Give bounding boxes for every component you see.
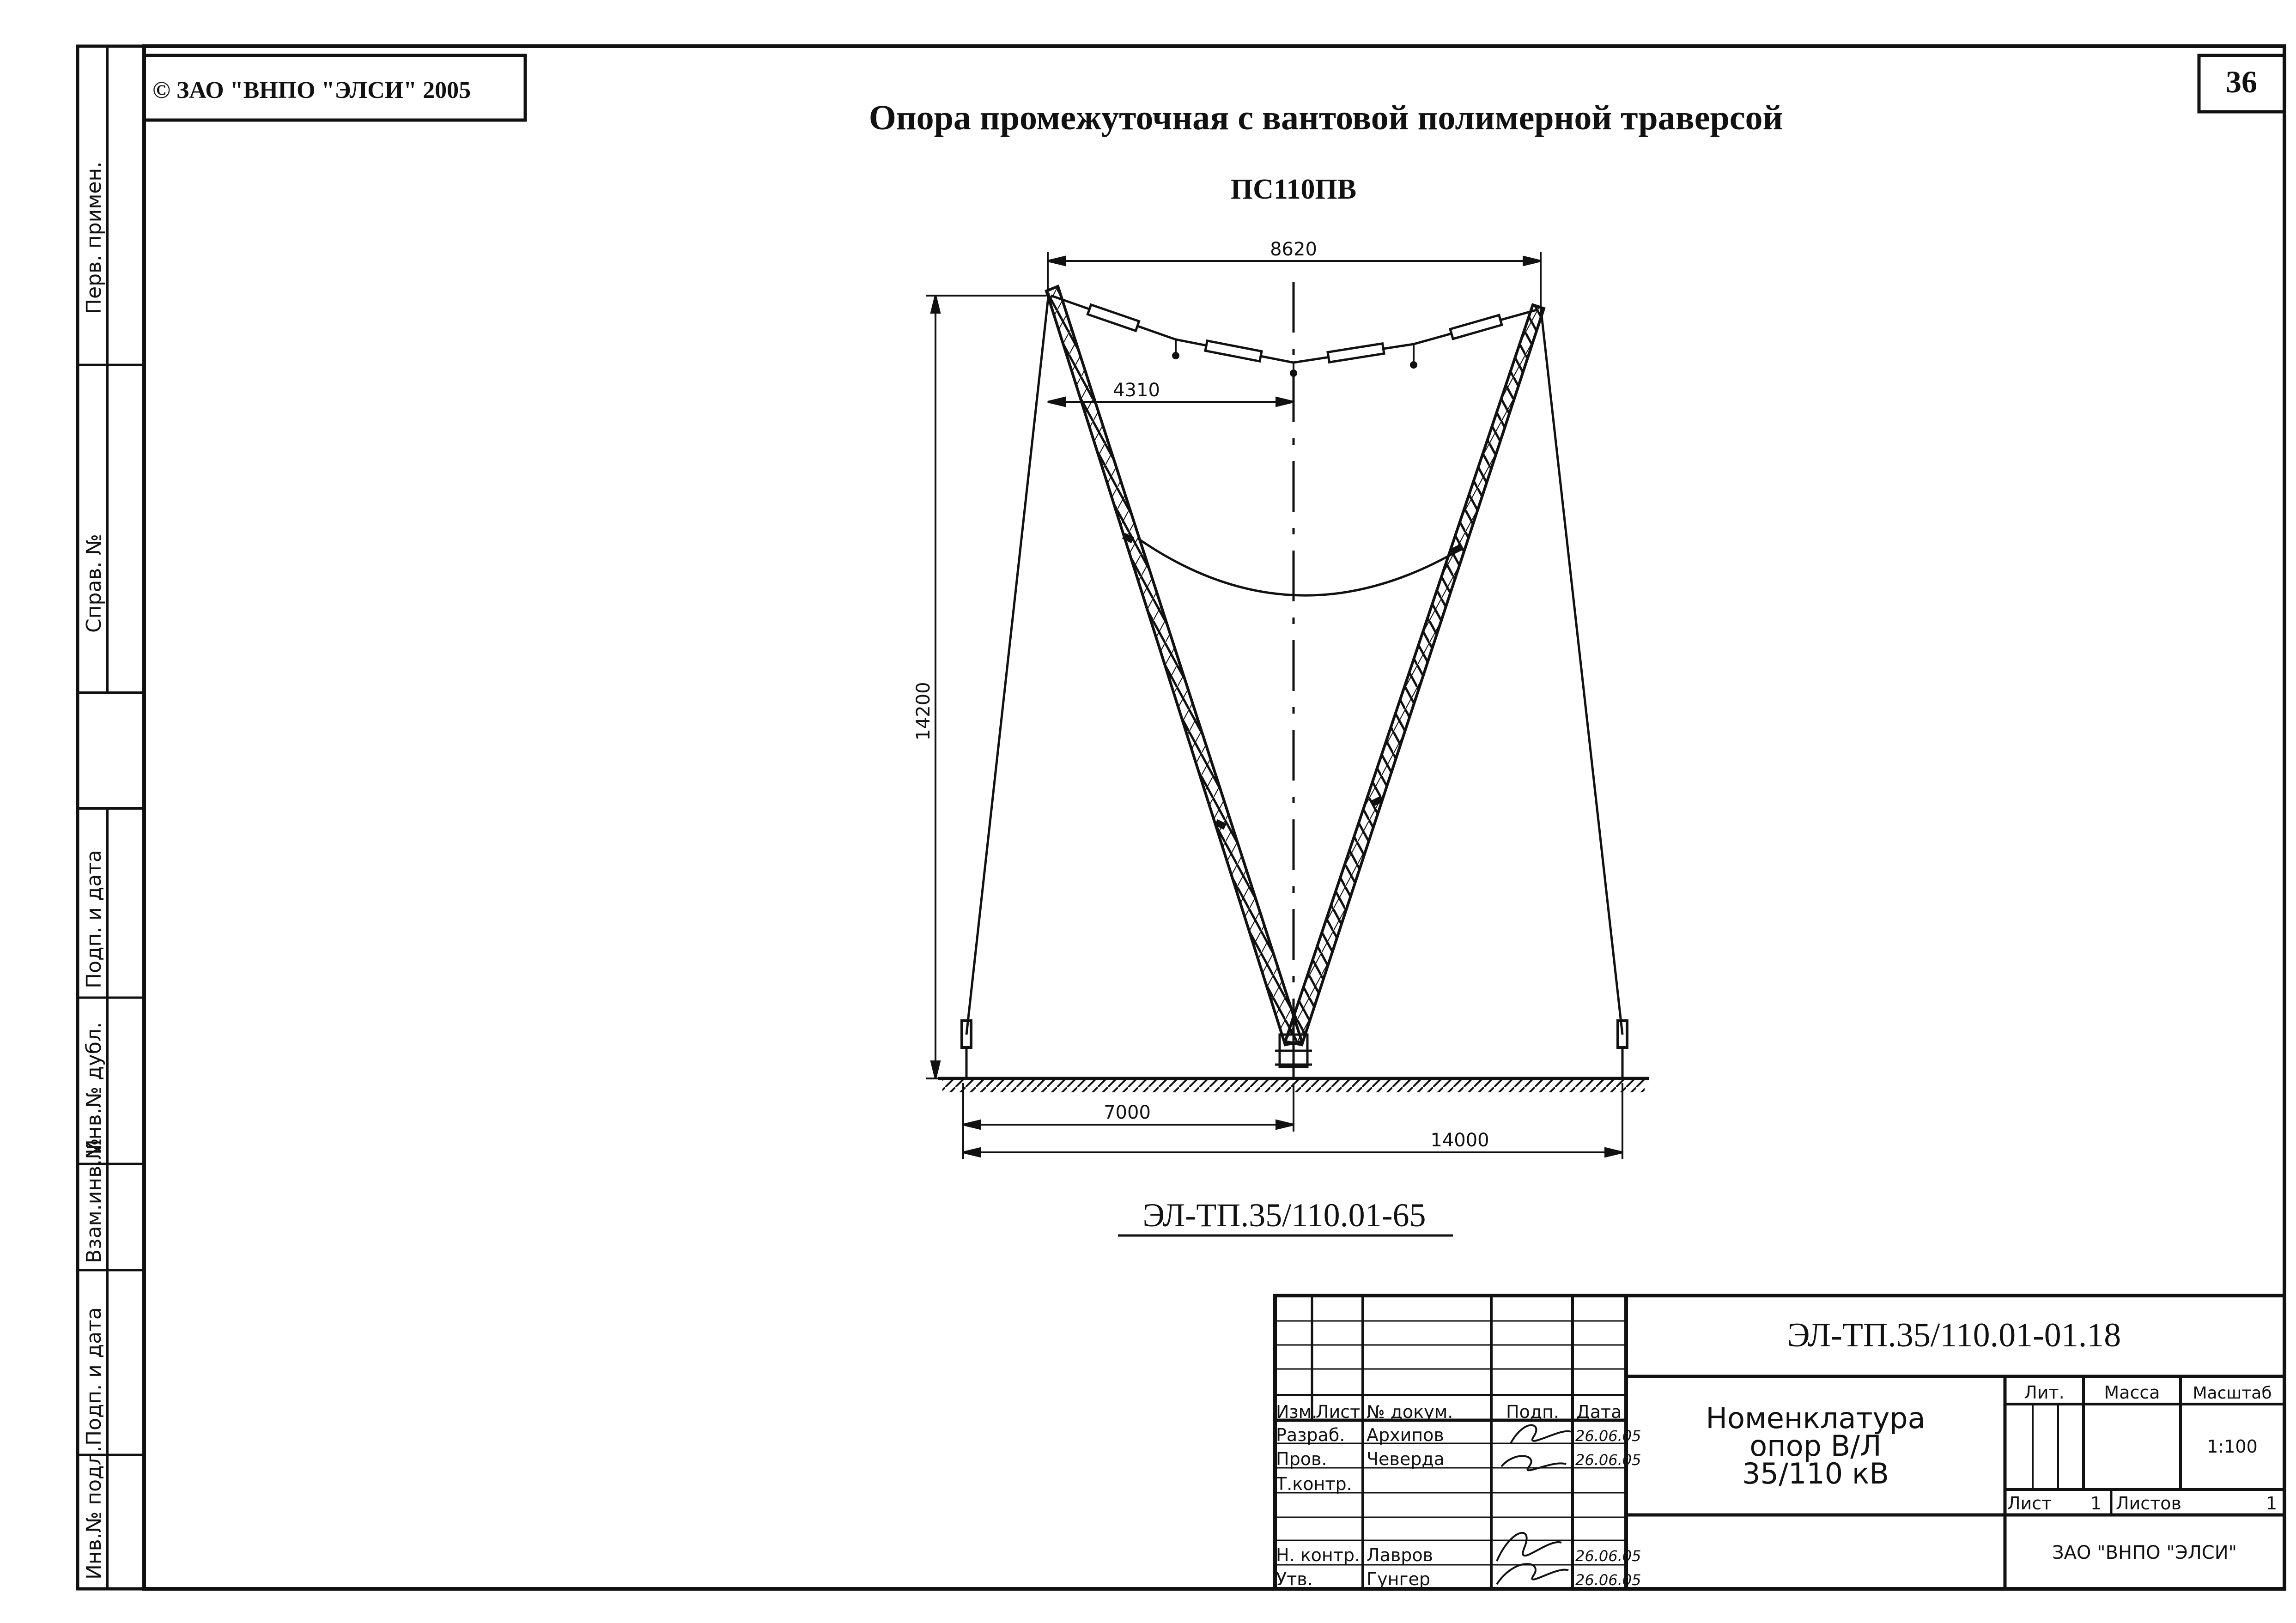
dim-height: 14200 — [913, 682, 934, 741]
tb-col-podp: Подп. — [1506, 1402, 1560, 1422]
tb-col-data: Дата — [1576, 1402, 1622, 1422]
tower-drawing — [938, 282, 1649, 1092]
signature-nkontr — [1497, 1533, 1561, 1561]
right-leg — [1285, 305, 1544, 1045]
tb-name-line2: опор В/Л — [1749, 1429, 1882, 1463]
tb-lit-label: Лит. — [2024, 1382, 2065, 1403]
copyright-text: © ЗАО "ВНПО "ЭЛСИ" 2005 — [152, 77, 471, 103]
signature-razrab — [1511, 1425, 1571, 1443]
tb-sheet-value: 1 — [2090, 1493, 2102, 1514]
side-label-inv-dubl: Инв.№ дубл. — [82, 1022, 106, 1155]
page-title: Опора промежуточная с вантовой полимерной траверсой — [869, 98, 1783, 137]
signature-utv — [1497, 1564, 1568, 1584]
page-subtitle: ПС110ПВ — [1230, 174, 1357, 205]
tb-col-doc: № докум. — [1367, 1402, 1453, 1422]
tb-name-utv: Гунгер — [1367, 1569, 1430, 1589]
tb-name-line3: 35/110 кВ — [1742, 1457, 1889, 1490]
page-number: 36 — [2226, 64, 2257, 99]
tb-doc-code: ЭЛ-ТП.35/110.01-01.18 — [1787, 1316, 2121, 1354]
left-guy-wire — [966, 293, 1049, 1035]
tb-scale-value: 1:100 — [2207, 1436, 2258, 1457]
conductor-dots — [1172, 352, 1417, 377]
side-labels — [82, 162, 106, 1580]
side-label-sprav-no: Справ. № — [82, 533, 106, 633]
right-guy-wire — [1541, 307, 1622, 1035]
tb-sheets-label: Листов — [2116, 1493, 2181, 1514]
side-label-perv-primen: Перв. примен. — [82, 161, 106, 314]
side-label-podp-data-1: Подп. и дата — [82, 850, 106, 988]
insulators — [1087, 305, 1501, 363]
tb-name-prov: Чеверда — [1367, 1449, 1445, 1469]
tb-sheet-label: Лист — [2007, 1493, 2052, 1514]
tb-date-prov: 26.06.05 — [1575, 1451, 1641, 1469]
tb-col-list: Лист — [1316, 1402, 1361, 1422]
tb-row-utv: Утв. — [1276, 1569, 1313, 1589]
left-leg — [1046, 286, 1302, 1045]
side-label-inv-podl: Инв.№ подл. — [82, 1446, 106, 1580]
ground-wire-sag — [1137, 538, 1460, 595]
tb-row-razrab: Разраб. — [1276, 1425, 1345, 1445]
drawing-code: ЭЛ-ТП.35/110.01-65 — [1142, 1197, 1426, 1234]
dim-half-base: 7000 — [1104, 1102, 1151, 1123]
tb-row-tkontr: Т.контр. — [1276, 1474, 1352, 1494]
tb-row-nkontr: Н. контр. — [1276, 1545, 1361, 1565]
tb-date-nkontr: 26.06.05 — [1575, 1547, 1641, 1565]
tb-name-line1: Номенклатура — [1706, 1401, 1925, 1435]
tb-col-izm: Изм. — [1276, 1402, 1318, 1422]
tb-date-utv: 26.06.05 — [1575, 1571, 1641, 1589]
side-label-podp-data-2: Подп. и дата — [82, 1307, 106, 1446]
tb-org: ЗАО "ВНПО "ЭЛСИ" — [2052, 1542, 2237, 1563]
tb-row-prov: Пров. — [1276, 1449, 1327, 1469]
tb-name-razrab: Архипов — [1367, 1425, 1444, 1445]
tb-sheets-value: 1 — [2266, 1493, 2278, 1514]
dim-base: 14000 — [1430, 1130, 1489, 1151]
signatures — [1497, 1425, 1571, 1584]
tb-date-razrab: 26.06.05 — [1575, 1427, 1641, 1445]
tb-scale-label: Масштаб — [2193, 1384, 2272, 1403]
dim-top-span: 8620 — [1270, 239, 1317, 260]
base-foundation — [1275, 1035, 1312, 1078]
tb-mass-label: Масса — [2104, 1382, 2160, 1403]
tb-name-nkontr: Лавров — [1367, 1545, 1433, 1565]
sheet-frame — [78, 46, 2284, 1589]
dim-half-top-span: 4310 — [1113, 380, 1160, 401]
side-label-vzam-inv: Взам.инв.№ — [82, 1138, 106, 1263]
